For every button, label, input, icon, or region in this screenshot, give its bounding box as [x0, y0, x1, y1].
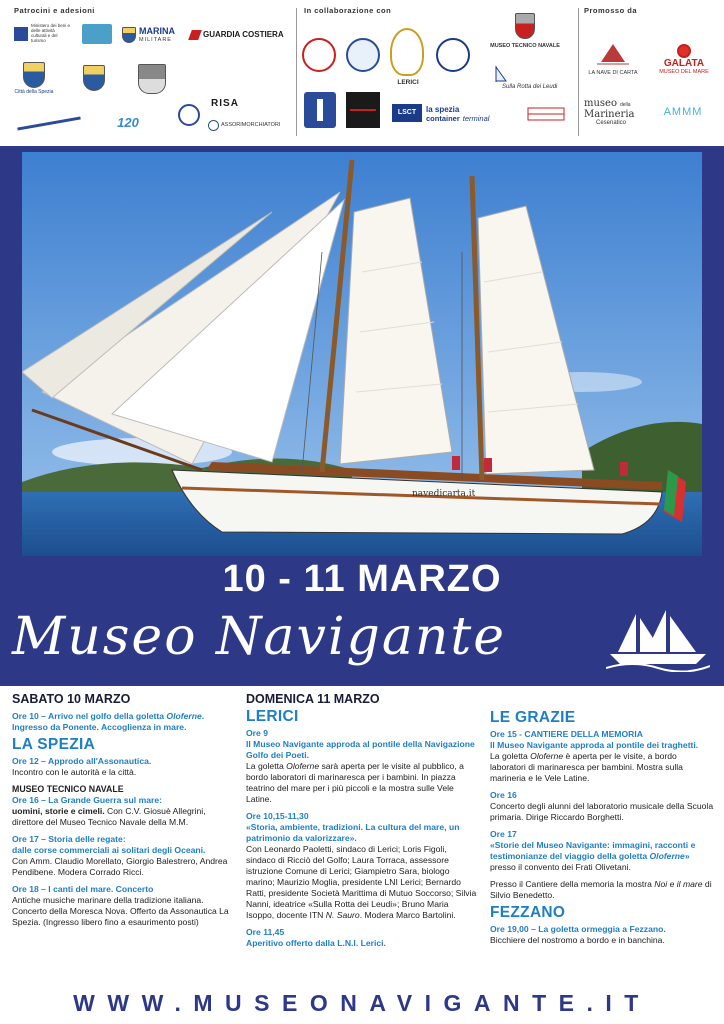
patrocini-title: Patrocini e adesioni	[14, 6, 95, 15]
sun-event-approdo: Ore 9 Il Museo Navigante approda al pontile della Navigazione Golfo dei Poeti. La goletta Oloferne sarà aperta per le visite al pubblico, a bordo laboratori di marinaresca per i bambini. In piazza teatrino del mare per i più piccoli e la mostra sulle Vele Latine.	[246, 728, 475, 804]
galata-logo: GALATA MUSEO DEL MARE	[652, 40, 716, 80]
sat-event-concerto: Ore 18 – I canti del mare. Concerto Antiche musiche marinare della tradizione italiana. Concerto della Moresca Nova. Offerto da Assonautica La Spezia. (Ingresso libero fino a esaurimento posti)	[12, 884, 229, 927]
schooner-photo	[22, 152, 702, 556]
promosso-title: Promosso da	[584, 6, 638, 15]
lerici-seal-logo	[390, 28, 424, 76]
lerici-crest-icon	[83, 65, 105, 91]
lighthouse-icon	[317, 99, 323, 121]
marina-militare-logo: MARINA MILITARE	[122, 24, 182, 46]
grazie-event-concerto: Ore 16 Concerto degli alunni del laboratorio musicale della Scuola primaria. Dirige Riccardo Borghetti.	[490, 790, 714, 822]
grazie-event-storie: Ore 17 «Storie del Museo Navigante: immagini, racconti e testimonianze del viaggio della goletta Oloferne» presso il convento dei Frati Olivetani.	[490, 829, 696, 872]
town-lerici: LERICI	[246, 708, 299, 725]
grazie-event-cantiere: Ore 15 - CANTIERE DELLA MEMORIA Il Museo Navigante approda al pontile dei traghetti. La goletta Oloferne è aperta per le visite, a bordo laboratori di marinaresca per bambini. Mostra sulla marineria e le Vele Latine.	[490, 729, 699, 783]
sailing-club-logo	[524, 98, 568, 130]
blue-round-logo	[346, 38, 380, 72]
town-la-spezia: LA SPEZIA	[12, 736, 96, 753]
lerici-label: LERICI	[397, 79, 419, 87]
ammm-logo: AMMM	[663, 105, 703, 118]
guardia-costiera-logo: GUARDIA COSTIERA	[190, 28, 286, 42]
citta-spezia-logo: Città della Spezia	[14, 56, 54, 102]
museo-tecnico-logo: MUSEO TECNICO NAVALE	[490, 8, 560, 54]
brand-title: Museo Navigante	[12, 607, 506, 667]
risa-logo: RISA	[211, 97, 239, 109]
lsct-logo: LSCT	[392, 104, 422, 122]
round-seal-logo	[178, 104, 200, 126]
sat-event-arrival: Ore 10 – Arrivo nel golfo della goletta Oloferne. Ingresso da Ponente. Accoglienza in mare.	[12, 711, 205, 732]
ministero-icon	[14, 27, 28, 41]
sat-event-regate: Ore 17 – Storia delle regate: dalle corse commerciali ai solitari degli Oceani. Con Amm. Claudio Morellato, Giorgio Balestrero, Andrea Pendibene. Modera Corrado Ricci.	[12, 834, 228, 877]
grazie-fezzano-column	[490, 694, 715, 952]
galata-dot-icon	[677, 44, 691, 58]
province-crest-logo	[132, 60, 172, 98]
hero-band	[0, 146, 724, 686]
province-crest-icon	[138, 64, 166, 94]
port-wave-icon	[17, 116, 81, 130]
sunday-heading: DOMENICA 11 MARZO	[246, 692, 380, 706]
guardia-stripe-icon	[188, 30, 202, 40]
ship-logo-icon	[606, 608, 710, 672]
website-link[interactable]: WWW.MUSEONAVIGANTE.IT	[73, 990, 651, 1016]
sun-event-aperitivo: Ore 11,45 Aperitivo offerto dalla L.N.I. Lerici.	[246, 927, 386, 948]
lighthouse-logo	[304, 92, 336, 128]
museo-cesenatico-logo: museo della Marineria Cesenatico	[584, 97, 635, 126]
anniversary-logo: 120	[117, 114, 139, 130]
library-logo	[346, 92, 380, 128]
container-terminal-logo: la spezia container terminal	[426, 105, 490, 124]
museo-tecnico-crest-icon	[515, 13, 535, 39]
brand-wordmark	[12, 602, 622, 672]
marina-crest-icon	[122, 27, 136, 43]
assor-circle-icon	[208, 120, 219, 131]
ministero-logo: Ministero dei beni e delle attività culturali e del turismo	[14, 24, 72, 44]
hull-name: navedicarta.it	[412, 489, 476, 499]
town-le-grazie: LE GRAZIE	[490, 709, 576, 726]
rotta-sail-icon	[484, 64, 508, 84]
schooner-illustration	[22, 152, 702, 556]
header-divider-1	[296, 8, 297, 136]
header-divider-2	[578, 8, 579, 136]
region-logo	[82, 24, 112, 44]
museo-tecnico-subheading: MUSEO TECNICO NAVALE	[12, 784, 124, 794]
lerici-crest-logo	[80, 58, 108, 98]
sunday-column	[246, 694, 478, 955]
flag-icon	[526, 100, 566, 128]
collab-title: In collaborazione con	[304, 6, 392, 15]
town-fezzano: FEZZANO	[490, 904, 566, 921]
sat-event-grande-guerra: Ore 16 – La Grande Guerra sul mare: uomini, storie e cimeli. Con C.V. Giosuè Allegrini, direttore del Museo Tecnico Navale della M.M.	[12, 795, 206, 827]
saturday-column	[12, 694, 234, 934]
red-round-logo	[302, 38, 336, 72]
sat-event-approdo: Ore 12 – Approdo all'Assonautica. Incontro con le autorità e la città.	[12, 756, 152, 777]
assorimorchiatori-logo: ASSORIMORCHIATORI	[208, 118, 288, 132]
program-section	[0, 688, 724, 988]
nave-di-carta-logo: LA NAVE DI CARTA	[584, 34, 642, 82]
fezzano-event: Ore 19,00 – La goletta ormeggia a Fezzano. Bicchiere del nostromo a bordo e in banchina.	[490, 924, 666, 945]
paper-boat-icon	[595, 40, 631, 70]
sun-event-convegno: Ore 10,15-11,30 «Storia, ambiente, tradizioni. La cultura del mare, un patrimonio da valorizzare». Con Leonardo Paoletti, sindaco di Lerici; Loris Figoli, sindaco di Ricciò del Golfo; Laura Torraca, assessore istruzione Comune di Lerici; Giampietro Sara, biologo marino; Maurizio Moglia, presidente LNI Lerici; Bernardo Ratti, presidente Società Marittima di Mutuo Soccorso; Silvia Nanni, ideatrice «Sulla Rotta dei Leudi»; Bruno Maria Isoppo, docente ITN N. Sauro. Modera Marco Bartolini.	[246, 811, 477, 920]
grazie-event-mostra: Presso il Cantiere della memoria la mostra Noi e il mare di Silvio Benedetto.	[490, 879, 712, 900]
event-date: 10 - 11 MARZO	[222, 558, 502, 600]
spezia-crest-icon	[23, 62, 45, 88]
saturday-heading: SABATO 10 MARZO	[12, 692, 131, 706]
port-authority-logo	[14, 112, 84, 134]
anchor-round-logo	[436, 38, 470, 72]
library-stripe-icon	[350, 109, 376, 111]
sponsor-header	[0, 0, 724, 146]
rotta-leudi-logo: Sulla Rotta dei Leudi	[484, 60, 572, 94]
